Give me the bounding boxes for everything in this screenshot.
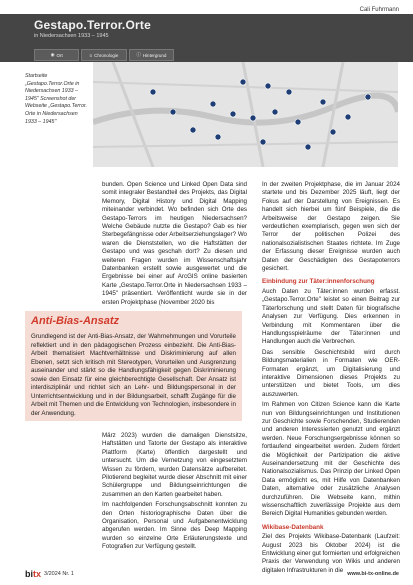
nav-label: Chronologie — [94, 52, 119, 58]
site-title: Gestapo.Terror.Orte — [34, 18, 151, 32]
footer-url: www.bi-tx-online.de — [347, 571, 399, 577]
body-paragraph: Auch Daten zu Täter:innen wurden erfasst. „Gestapo.Terror.Orte" leistet so einen Beitrag zur Täterforschung und stellt Daten für biografische Analysen zur Verfügung. Dies erkennen in Verbindung mit Kommentaren über die Handlungsspielräume der Täter:innen und Handlungen auch die Verbrechen. — [262, 287, 400, 346]
info-icon: ⓘ — [136, 52, 141, 57]
map-panel[interactable] — [93, 62, 398, 167]
body-paragraph: In der zweiten Projektphase, die im Januar 2024 startete und bis Dezember 2025 läuft, liegt der Fokus auf der Darstellung von Ereignissen. Es handelt sich hierbei um fünf Beispiele, die die Arbeitsweise der Gestapo zeigen. Sie verdeutlichen exemplarisch, gegen wen sich der Terror der politischen Polizei des nationalsozialistischen Staates richtete. Im Zuge der Erfassung dieser Ereignisse wurden auch Daten der Geschädigten des Gestapoterrors gesichert. — [262, 181, 400, 273]
nav-label: Ort — [56, 52, 63, 58]
nav-button-background[interactable] — [129, 49, 174, 61]
body-paragraph: Ziel des Projekts Wikibase-Datenbank (Laufzeit: August 2023 bis Oktober 2024) ist die Entwicklung einer gut formierten und erfolgreichen Praxis der Verwendung von Wikis und anderen digitalen Infrastrukturen in die — [262, 533, 400, 574]
column-left-bottom — [102, 432, 247, 554]
body-paragraph: Im nachfolgenden Forschungsabschnitt konnten zu den Orten historiographische Daten über die Organisation, Personal und Aufgabenentwicklung abgerufen werden. Im Sinne des Deep Mapping wurden so einzelne Orte Erläuterungstexte und Fotografien zur Verfügung gestellt. — [102, 501, 247, 551]
body-paragraph: Das sensible Geschichtsbild wird durch Bildungsmaterialien in Formaten wie OER-Formaten ergänzt, um Digitalisierung und interaktive Dimensionen dieses Projekts zu unterstützen und bietet Tools, um dies auszuwerten. — [262, 348, 400, 398]
map-graphic — [93, 62, 398, 167]
author-name: Cali Fuhrmann — [359, 7, 399, 13]
body-paragraph: bunden. Open Science und Linked Open Data sind somit integraler Bestandteil des Projekts, das Digital Memory, Digital History und Digital Mapping miteinander verbindet. Wo befinden sich Orte des Gestapo-Terrors im heutigen Niedersachsen? Welche Gebäude nutzte die Gestapo? Gab es hier Sterbegefängnisse oder Arbeitserziehungslager? Wo waren die Dienststellen, wo die Haftstätten der Gestapo und was geschah dort? Zu diesen und weiteren Fragen wurden im Wissenschaftsjahr Datenbanken erstellt sowie ausgewertet und die Ergebnisse bei einer auf ArcGIS online basierten Karte „Gestapo.Terror.Orte in Niedersachsen 1933 – 1945" präsentiert. Veröffentlicht wurde sie in der ersten Projektphase (November 2020 bis — [102, 181, 247, 306]
publication-logo: bitx — [25, 569, 42, 579]
column-left-top — [102, 181, 247, 309]
body-paragraph: März 2023) wurden die damaligen Dienstsitze, Haftstätten und Tatorte der Gestapo als interaktive Plattform (Karte) öffentlich dargestellt und untersucht. Um die Vernetzung von eingesetztem Wissen zu fördern, wurden Datensätze aufbereitet. Pilotierend begleitet wurde dieser Abschnitt mit einer Schülergruppe und Bildungseinrichtungen die zusammen an den Karten gearbeitet haben. — [102, 432, 247, 498]
info-box-title: Anti-Bias-Ansatz — [31, 315, 120, 327]
nav-button-place[interactable] — [34, 49, 79, 61]
column-right — [262, 181, 400, 577]
issue-info: 3/2024 Nr. 1 — [44, 571, 74, 577]
figure-caption: Startseite „Gestapo.Terror.Orte in Niedersachsen 1933 – 1945" Screenshot der Webseite „Gestapo.Terror. Orte in Niedersachsen 1933 – 1945" — [25, 73, 87, 125]
nav-button-chronology[interactable] — [81, 49, 126, 61]
section-heading: Einbindung zur Täter:innenforschung — [262, 278, 375, 286]
site-navigation — [34, 49, 174, 61]
info-box-text: Grundlegend ist der Anti-Bias-Ansatz, der Wahrnehmungen und Vorurteile reflektiert und in den pädagogischen Prozess einbezieht. Die Anti-Bias-Arbeit thematisiert Machtverhältnisse und Diskriminierung auf allen Ebenen, setzt sich kritisch mit Stereotypen, Vorurteilen und Ausgrenzung auseinander und stärkt so die Handlungsfähigkeit gegen Diskriminierung sowie den Einsatz für eine gleichberechtigte Gesellschaft. Der Ansatz ist interdisziplinär und richtet sich an Lehr- und Bildungspersonal in der Unterrichtsentwicklung und in der Bildungsarbeit, schafft Zugänge für die Arbeit mit Themen und die Entwicklung von Technologien, insbesondere in der Anwendung. — [31, 333, 236, 417]
site-subtitle: in Niedersachsen 1933 – 1945 — [34, 33, 109, 39]
section-heading: Wikibase-Datenbank — [262, 523, 324, 531]
list-icon: ≡ — [89, 52, 93, 58]
nav-label: Hintergrund — [142, 52, 167, 58]
footer-left — [25, 569, 74, 579]
body-paragraph: Im Rahmen von Citizen Science kann die Karte nun von Bildungseinrichtungen und Institutionen zur Geschichte sowie Forschenden, Studierenden und anderen Interessierten genutzt und ergänzt werden. Neue Forschungsergebnisse können so fortlaufend eingearbeitet werden. Zudem fördert die Möglichkeit der Partizipation die aktive Auseinandersetzung mit der Geschichte des Nationalsozialismus. Das Prinzip der Linked Open Data ermöglicht es, mit Hilfe von Datenbanken Daten, alternative oder zusätzliche Analysen durchzuführen. Die Webseite kann, mithin wissenschaftlich zuverlässige Projekte aus dem Bereich Digital Humanities gebunden werden. — [262, 401, 400, 518]
place-icon: ◉ — [50, 52, 55, 57]
info-box — [25, 311, 242, 421]
